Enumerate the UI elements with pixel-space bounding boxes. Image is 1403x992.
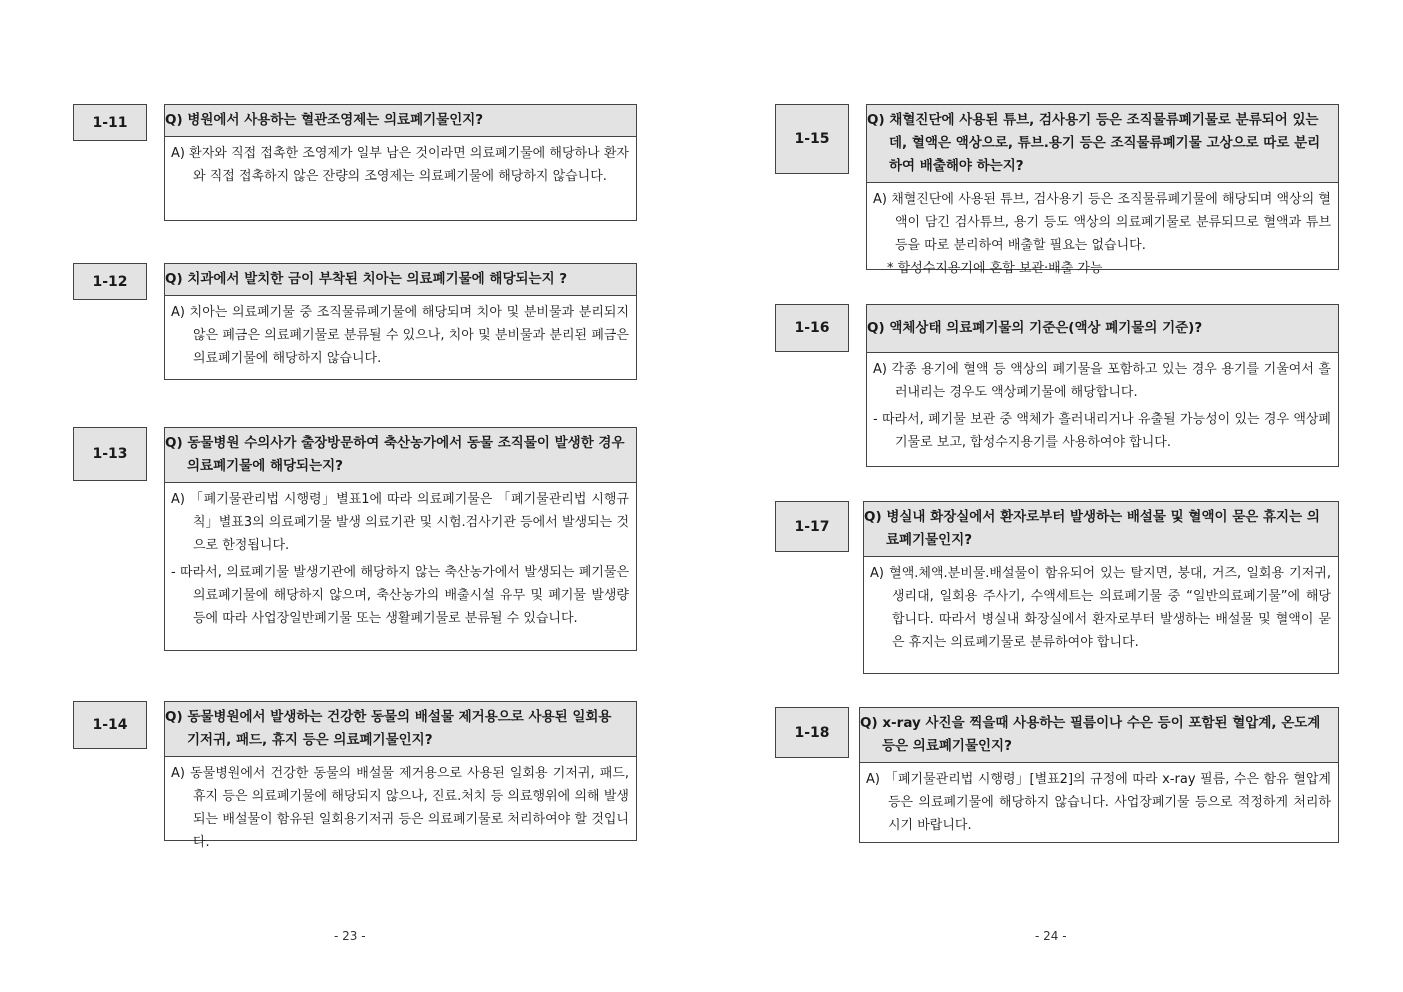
item-number-1-17: 1-17 <box>775 501 849 552</box>
item-number-1-15: 1-15 <box>775 104 849 174</box>
answer-text-1-13: A) 「폐기물관리법 시행령」별표1에 따라 의료폐기물은 「폐기물관리법 시행규칙」별표3의 의료폐기물 발생 의료기관 및 시험.검사기관 등에서 발생되는 것으로 한정됩니다. <box>171 492 629 553</box>
answer-text-1-11: A) 환자와 직접 접촉한 조영제가 일부 남은 것이라면 의료폐기물에 해당하나 환자와 직접 접촉하지 않은 잔량의 조영제는 의료폐기물에 해당하지 않습니다. <box>171 146 629 184</box>
answer-1-17 <box>864 557 1338 659</box>
answer-text-1-15: A) 채혈진단에 사용된 튜브, 검사용기 등은 조직물류폐기물에 해당되며 액상의 혈액이 담긴 검사튜브, 용기 등도 액상의 의료폐기물로 분류되므로 혈액과 튜브 등을 따로 분리하여 배출할 필요는 없습니다. <box>873 192 1331 253</box>
qa-box-1-11 <box>164 104 637 221</box>
answer-1-12 <box>165 296 636 375</box>
question-1-18: Q) x-ray 사진을 찍을때 사용하는 필름이나 수은 등이 포함된 혈압계, 온도계 등은 의료폐기물인지? <box>860 708 1338 763</box>
answer-text-1-18: A) 「폐기물관리법 시행령」[별표2]의 규정에 따라 x-ray 필름, 수은 함유 혈압계 등은 의료폐기물에 해당하지 않습니다. 사업장폐기물 등으로 적정하게 처리하시기 바랍니다. <box>866 772 1331 833</box>
question-1-15: Q) 채혈진단에 사용된 튜브, 검사용기 등은 조직물류폐기물로 분류되어 있는데, 혈액은 액상으로, 튜브.용기 등은 조직물류폐기물 고상으로 따로 분리하여 배출해야 하는지? <box>867 105 1338 183</box>
answer-1-18 <box>860 763 1338 842</box>
answer-text-1-16: A) 각종 용기에 혈액 등 액상의 폐기물을 포함하고 있는 경우 용기를 기울여서 흘러내리는 경우도 액상폐기물에 해당합니다. <box>873 362 1331 400</box>
answer-sub-1-16: - 따라서, 폐기물 보관 중 액체가 흘러내리거나 유출될 가능성이 있는 경우 액상폐기물로 보고, 합성수지용기를 사용하여야 합니다. <box>873 412 1331 450</box>
question-1-17: Q) 병실내 화장실에서 환자로부터 발생하는 배설물 및 혈액이 묻은 휴지는 의료폐기물인지? <box>864 502 1338 557</box>
item-number-1-14: 1-14 <box>73 701 147 749</box>
answer-text-1-17: A) 혈액.체액.분비물.배설물이 함유되어 있는 탈지면, 붕대, 거즈, 일회용 기저귀, 생리대, 일회용 주사기, 수액세트는 의료폐기물 중 “일반의료폐기물”에 해당합니다. 따라서 병실내 화장실에서 환자로부터 발생하는 배설물 및 혈액이 묻은 휴지는 의료폐기물로 분류하여야 합니다. <box>870 566 1331 650</box>
page-number-right: - 24 - <box>1035 929 1067 943</box>
answer-text-1-12: A) 치아는 의료폐기물 중 조직물류폐기물에 해당되며 치아 및 분비물과 분리되지 않은 폐금은 의료폐기물로 분류될 수 있으나, 치아 및 분비물과 분리된 폐금은 의료폐기물에 해당하지 않습니다. <box>171 305 629 366</box>
answer-sub-1-13: - 따라서, 의료폐기물 발생기관에 해당하지 않는 축산농가에서 발생되는 폐기물은 의료폐기물에 해당하지 않으며, 축산농가의 배출시설 유무 및 폐기물 발생량 등에 따라 사업장일반폐기물 또는 생활폐기물로 분류될 수 있습니다. <box>171 565 629 626</box>
answer-1-16 <box>867 353 1338 459</box>
question-1-11: Q) 병원에서 사용하는 혈관조영제는 의료폐기물인지? <box>165 105 636 137</box>
question-1-13: Q) 동물병원 수의사가 출장방문하여 축산농가에서 동물 조직물이 발생한 경우 의료폐기물에 해당되는지? <box>165 428 636 483</box>
question-1-16: Q) 액체상태 의료폐기물의 기준은(액상 폐기물의 기준)? <box>867 305 1338 353</box>
qa-box-1-16 <box>866 304 1339 467</box>
item-number-1-11: 1-11 <box>73 104 147 141</box>
qa-box-1-14 <box>164 701 637 850</box>
qa-box-1-13 <box>164 427 637 651</box>
question-1-14: Q) 동물병원에서 발생하는 건강한 동물의 배설물 제거용으로 사용된 일회용 기저귀, 패드, 휴지 등은 의료폐기물인지? <box>165 702 636 757</box>
qa-box-1-12 <box>164 263 637 380</box>
qa-box-1-15 <box>866 104 1339 276</box>
item-number-1-16: 1-16 <box>775 304 849 352</box>
qa-box-1-18 <box>859 707 1339 843</box>
item-number-1-12: 1-12 <box>73 263 147 300</box>
answer-1-13 <box>165 483 636 635</box>
item-number-1-18: 1-18 <box>775 707 849 758</box>
answer-1-14 <box>165 757 636 859</box>
answer-text-1-14: A) 동물병원에서 건강한 동물의 배설물 제거용으로 사용된 일회용 기저귀, 패드, 휴지 등은 의료폐기물에 해당되지 않으나, 진료.처치 등 의료행위에 의해 발생되는 배설물이 함유된 일회용기저귀 등은 의료폐기물로 처리하여야 할 것입니다. <box>171 766 629 850</box>
question-1-12: Q) 치과에서 발치한 금이 부착된 치아는 의료폐기물에 해당되는지 ? <box>165 264 636 296</box>
answer-note-1-15: * 합성수지용기에 혼합 보관·배출 가능 <box>887 261 1103 276</box>
answer-1-11 <box>165 137 636 193</box>
answer-1-15 <box>867 183 1338 285</box>
page-number-left: - 23 - <box>334 929 366 943</box>
qa-box-1-17 <box>863 501 1339 674</box>
item-number-1-13: 1-13 <box>73 427 147 481</box>
